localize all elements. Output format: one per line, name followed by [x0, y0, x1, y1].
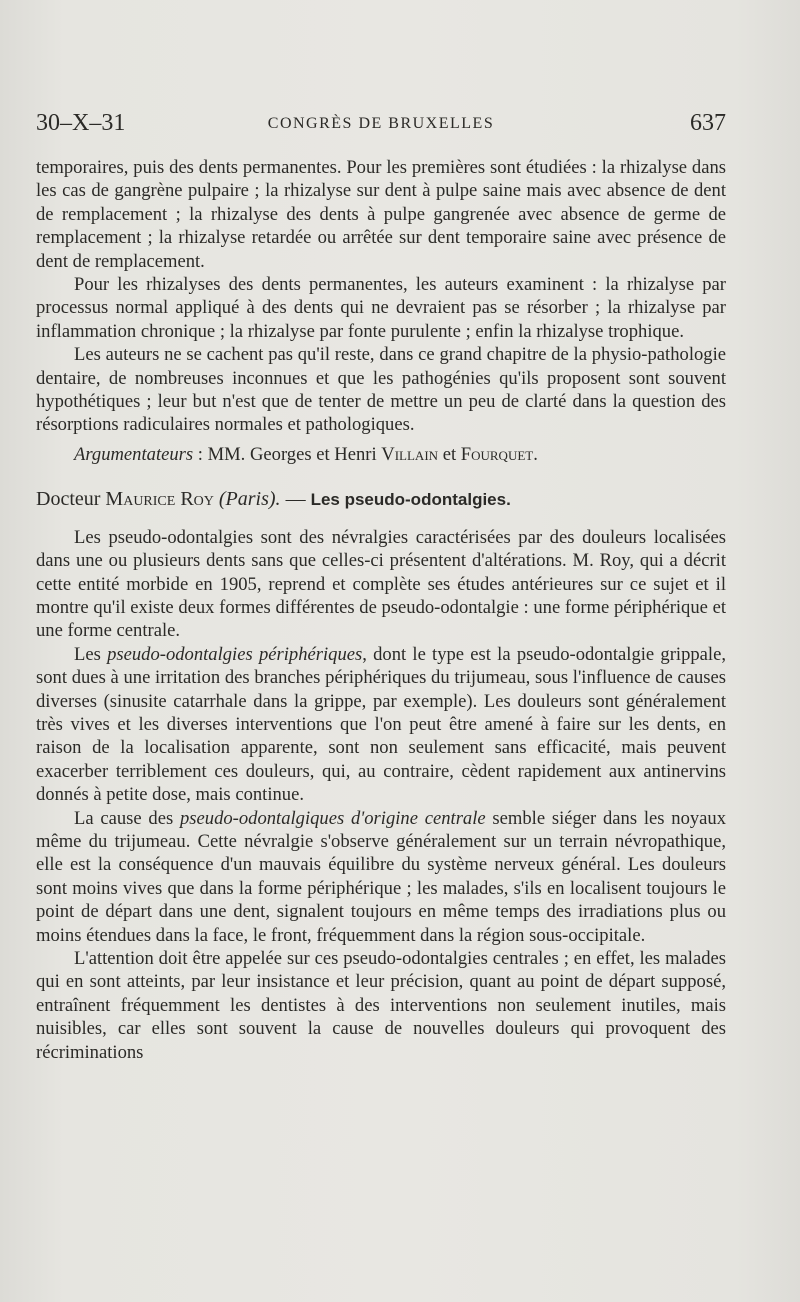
- paragraph-1: temporaires, puis des dents permanentes. Pour les premières sont étudiées : la rhizalyse dans les cas de gangrène pulpaire ; la rhizalyse sur dent à pulpe saine mais avec absence de dent de remplacement ; la rhizalyse des dents à pulpe gangrenée avec absence de germe de remplacement ; la rhizalyse retardée ou arrêtée sur dent temporaire saine avec présence de dent de remplacement.: [36, 157, 726, 272]
- heading-dash: —: [280, 488, 311, 511]
- running-head-date: 30–X–31: [36, 110, 126, 136]
- argumentateurs-end: .: [533, 443, 538, 465]
- paragraph-2: Pour les rhizalyses des dents permanentes, les auteurs examinent : la rhizalyse par processus normal appliqué à des dents qui ne devraient pas se résorber ; la rhizalyse par inflammation chronique ; la rhizalyse par fonte purulente ; enfin la rhizalyse trophique.: [36, 274, 726, 342]
- paragraph-5-lead: Les: [74, 643, 108, 665]
- paragraph-3: Les auteurs ne se cachent pas qu'il reste, dans ce grand chapitre de la physio-pathologie dentaire, de nombreuses inconnues et que les pathogénies qu'ils proposent sont souvent hypothétiques ; leur but n'est que de tenter de mettre un peu de clarté dans la question des résorptions radiculaires normales et pathologiques.: [36, 344, 726, 436]
- argumentateurs-and: et: [438, 443, 461, 465]
- paragraph-6-lead: La cause des: [74, 807, 180, 829]
- paragraph-6-term: pseudo-odontalgiques d'origine centrale: [179, 807, 486, 829]
- argumentateurs-sep: : MM. Georges et Henri: [193, 443, 382, 465]
- paragraph-7: L'attention doit être appelée sur ces pseudo-odontalgies centrales ; en effet, les malades qui en sont atteints, par leur insistance et leur précision, quant au point de départ supposé, entraînent fréquemment les dentistes à des interventions non seulement inutiles, mais nuisibles, car elles sont souvent la cause de nouvelles douleurs qui provoquent des récriminations: [36, 948, 726, 1063]
- argumentateurs-line: [36, 443, 726, 466]
- paragraph-5-rest: , dont le type est la pseudo-odontalgie grippale, sont dues à une irritation des branches périphériques du trijumeau, sous l'influence de causes diverses (sinusite catarrhale dans la grippe, par exemple). Les douleurs sont généralement très vives et les diverses interventions que l'on peut être amené à faire sur les dents, en raison de la localisation apparente, sont non seulement sans efficacité, mais peuvent exacerber terriblement ces douleurs, qui, au contraire, cèdent rapidement aux antinervins donnés à petite dose, mais continue.: [36, 643, 726, 806]
- paragraph-6: [36, 807, 726, 947]
- page-number: 637: [690, 110, 726, 136]
- argumentateur-fourquet: Fourquet: [460, 443, 534, 465]
- running-head-title: CONGRÈS DE BRUXELLES: [267, 115, 495, 132]
- argumentateur-villain: Villain: [381, 443, 439, 465]
- heading-prefix: Docteur: [36, 488, 106, 511]
- heading-title: Les pseudo-odontalgies.: [310, 490, 511, 510]
- paragraph-6-rest: semble siéger dans les noyaux même du trijumeau. Cette névralgie s'observe généralement sur un terrain névropathique, elle est la conséquence d'un mauvais équilibre du système nerveux général. Les douleurs sont moins vives que dans la forme périphérique ; les malades, s'ils en localisent toujours le point de départ dans une dent, signalent toujours en même temps des irradiations plus ou moins étendues dans la face, le front, fréquemment dans la région sous-occipitale.: [36, 807, 727, 946]
- running-head: [36, 110, 726, 140]
- paragraph-5-term: pseudo-odontalgies périphériques: [107, 643, 363, 665]
- paragraph-4: Les pseudo-odontalgies sont des névralgies caractérisées par des douleurs localisées dans une ou plusieurs dents sans que celles-ci présentent d'altérations. M. Roy, qui a décrit cette entité morbide en 1905, reprend et complète ses études antérieures sur ce sujet et il montre qu'il existe deux formes différentes de pseudo-odontalgie : une forme périphérique et une forme centrale.: [36, 526, 726, 642]
- section-heading: [36, 488, 726, 511]
- argumentateurs-label: Argumentateurs: [74, 443, 194, 465]
- paragraph-5: [36, 643, 726, 807]
- heading-place: (Paris).: [218, 488, 281, 511]
- heading-author: Maurice Roy: [105, 488, 214, 511]
- body-text: [36, 156, 726, 1064]
